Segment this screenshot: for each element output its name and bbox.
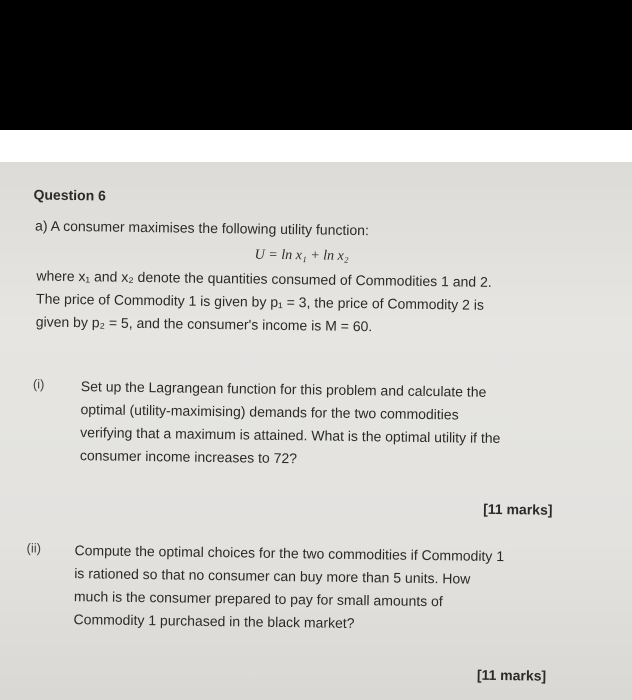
sub-i-line: verifying that a maximum is attained. What is the optimal utility if the bbox=[80, 424, 501, 447]
sub-ii-line: is rationed so that no consumer can buy more than 5 units. How bbox=[74, 565, 471, 587]
document-photo bbox=[0, 162, 632, 700]
sub-ii-line: Commodity 1 purchased in the black market? bbox=[73, 611, 355, 631]
sub-i-line: Set up the Lagrangean function for this problem and calculate the bbox=[80, 378, 487, 400]
part-a-intro: a) A consumer maximises the following utility function: bbox=[35, 217, 370, 239]
black-top-band bbox=[0, 0, 632, 130]
sub-question-ii-number: (ii) bbox=[26, 540, 42, 556]
problem-description bbox=[36, 265, 575, 342]
utility-equation: U = ln x₁ + ln x₂ bbox=[254, 247, 349, 264]
sub-i-marks: [11 marks] bbox=[483, 500, 553, 518]
sub-question-i-number: (i) bbox=[32, 376, 45, 392]
sub-i-line: consumer income increases to 72? bbox=[79, 447, 298, 467]
description-line: given by p₂ = 5, and the consumer's income is M = 60. bbox=[35, 313, 373, 335]
description-line: where x₁ and x₂ denote the quantities consumed of Commodities 1 and 2. bbox=[36, 267, 492, 290]
description-line: The price of Commodity 1 is given by p₁ = 3, the price of Commodity 2 is bbox=[35, 290, 485, 313]
sub-ii-marks: [11 marks] bbox=[476, 666, 547, 684]
sub-i-line: optimal (utility-maximising) demands for the two commodities bbox=[80, 401, 459, 423]
sub-ii-line: much is the consumer prepared to pay for small amounts of bbox=[73, 588, 443, 610]
question-title: Question 6 bbox=[33, 186, 107, 204]
sub-question-i-text bbox=[80, 375, 573, 474]
sub-ii-line: Compute the optimal choices for the two commodities if Commodity 1 bbox=[74, 542, 505, 565]
question-sheet bbox=[0, 162, 632, 700]
sub-question-ii-text bbox=[73, 539, 568, 638]
